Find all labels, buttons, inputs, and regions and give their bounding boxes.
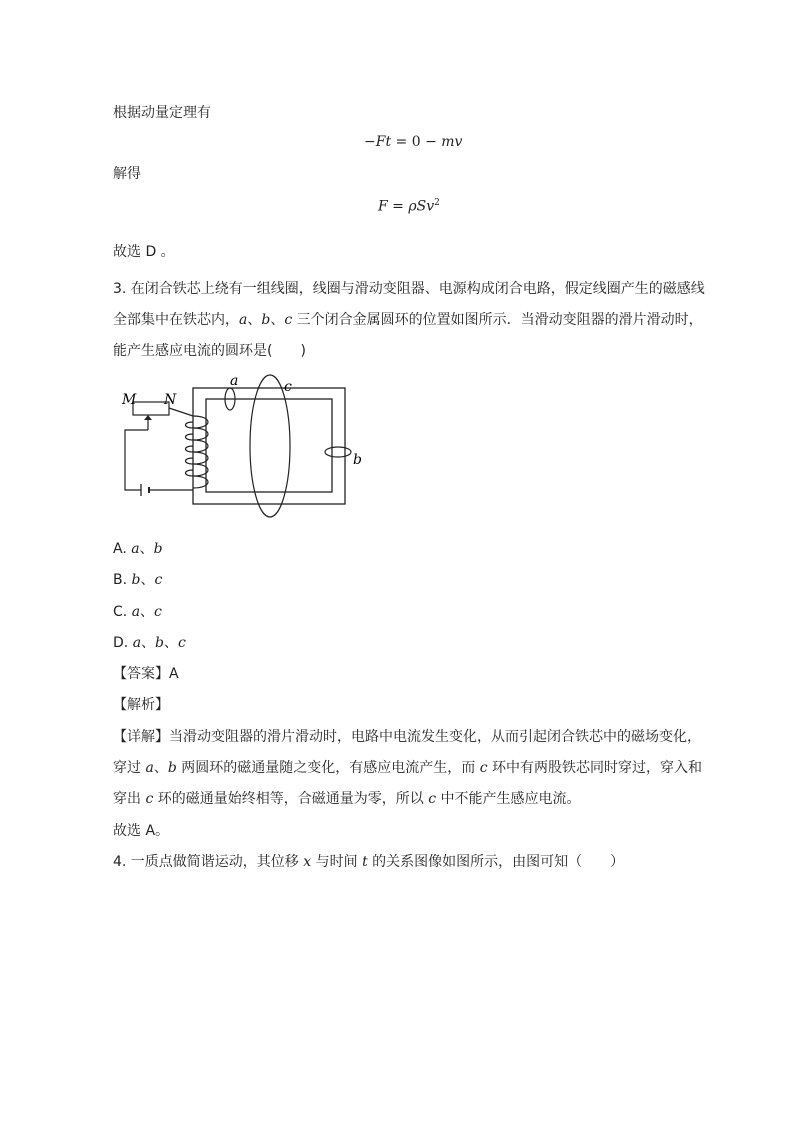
answer-value: A (169, 666, 179, 682)
option-d-v2: b (155, 635, 165, 651)
q3-line2-b: b (261, 312, 271, 328)
detail-tag: 【详解】 (113, 729, 169, 745)
prev-answer-line: 故选 D 。 (113, 244, 175, 260)
q3-line-1: 3. 在闭合铁芯上绕有一组线圈，线圈与滑动变阻器、电源构成闭合电路，假定线圈产生的磁感线 (113, 281, 705, 297)
iron-core-circuit-diagram (113, 372, 373, 522)
eq-F: F (375, 134, 386, 150)
eq-minus: − (364, 134, 376, 150)
eq-equals-zero: = 0 − (391, 134, 442, 150)
coil (186, 416, 209, 488)
iron-core-outer (193, 388, 345, 504)
ring-c (250, 375, 290, 517)
option-b-sep: 、 (140, 572, 155, 588)
label-c: c (284, 379, 292, 395)
momentum-theorem-intro: 根据动量定理有 (113, 105, 211, 121)
eq-t: t (385, 134, 392, 150)
detail-line2-b: b (167, 760, 177, 776)
q3-line2-post: 三个闭合金属圆环的位置如图所示．当滑动变阻器的滑片滑动时， (292, 312, 703, 328)
option-b-prefix: B. (113, 572, 132, 588)
detail-line3-c2: c (428, 791, 437, 807)
q3-line2-a: a (239, 312, 248, 328)
detail-line1-text: 当滑动变阻器的滑片滑动时，电路中电流发生变化，从而引起闭合铁芯中的磁场变化， (169, 729, 701, 745)
slider-arrow (144, 415, 152, 420)
q3-line2-pre: 全部集中在铁芯内， (113, 312, 239, 328)
option-d-sep2: 、 (164, 635, 179, 651)
momentum-equation (364, 134, 462, 150)
detail-line3-post: 中不能产生感应电流。 (436, 791, 581, 807)
option-b-v2: c (154, 572, 163, 588)
eq2-equals: = (387, 198, 409, 215)
q4-mid: 与时间 (311, 854, 363, 870)
detail-line2-mid: 两圆环的磁通量随之变化，有感应电流产生，而 (176, 760, 480, 776)
q3-line2-sep1: 、 (247, 312, 262, 328)
ring-b (325, 447, 351, 457)
q3-line2-sep2: 、 (270, 312, 285, 328)
eq-mv: mv (441, 134, 463, 150)
option-c[interactable] (113, 602, 162, 622)
q3-line-3: 能产生感应电流的圆环是( ) (113, 343, 306, 359)
option-a-v2: b (153, 541, 163, 557)
q4-pre: 4. 一质点做简谐运动，其位移 (113, 854, 304, 870)
option-d-prefix: D. (113, 635, 133, 651)
iron-core-inner (206, 399, 332, 492)
detail-line-3 (113, 789, 581, 809)
q4-stem (113, 852, 624, 872)
detail-line2-post: 环中有两股铁芯同时穿过，穿入和 (487, 760, 702, 776)
eq2-S: S (416, 198, 427, 215)
option-b-v1: b (131, 572, 141, 588)
detail-line2-c: c (479, 760, 488, 776)
eq2-exponent: 2 (434, 198, 440, 208)
wire-left (125, 430, 148, 490)
option-d-sep: 、 (141, 635, 156, 651)
label-a: a (230, 373, 239, 389)
detail-line2-pre: 穿过 (113, 760, 146, 776)
detail-line3-pre: 穿出 (113, 791, 146, 807)
answer-line (113, 664, 179, 684)
option-a-v1: a (131, 541, 140, 557)
option-a[interactable] (113, 539, 163, 559)
option-a-prefix: A. (113, 541, 132, 557)
label-M: M (122, 392, 137, 408)
detail-line2-a: a (145, 760, 154, 776)
option-a-sep: 、 (139, 541, 154, 557)
option-c-prefix: C. (113, 604, 132, 620)
q4-post: 的关系图像如图所示，由图可知（ ） (367, 854, 625, 870)
detail-line-2 (113, 758, 702, 778)
option-c-sep: 、 (140, 604, 155, 620)
option-d-v3: c (178, 635, 186, 651)
detail-line2-sep: 、 (153, 760, 168, 776)
q3-line2-c: c (284, 312, 293, 328)
eq2-F: F (378, 198, 388, 215)
solve-label: 解得 (113, 166, 141, 182)
force-equation (378, 198, 440, 215)
label-b: b (353, 452, 362, 468)
wire-n (169, 408, 193, 416)
label-N: N (164, 392, 177, 408)
q4-x: x (303, 854, 312, 870)
q4-t: t (362, 854, 368, 870)
detail-line3-c: c (145, 791, 154, 807)
q3-line-2 (113, 310, 703, 330)
q3-conclusion: 故选 A。 (113, 823, 170, 839)
option-d[interactable] (113, 633, 186, 653)
detail-line3-mid: 环的磁通量始终相等，合磁通量为零，所以 (153, 791, 429, 807)
option-c-v1: a (131, 604, 141, 620)
eq2-rho: ρ (408, 198, 417, 215)
analysis-tag: 【解析】 (113, 697, 169, 713)
eq2-v: v (426, 198, 435, 215)
option-d-v1: a (132, 635, 142, 651)
option-c-v2: c (154, 604, 162, 620)
detail-line-1 (113, 727, 701, 747)
option-b[interactable] (113, 570, 162, 590)
answer-tag: 【答案】 (113, 666, 169, 682)
